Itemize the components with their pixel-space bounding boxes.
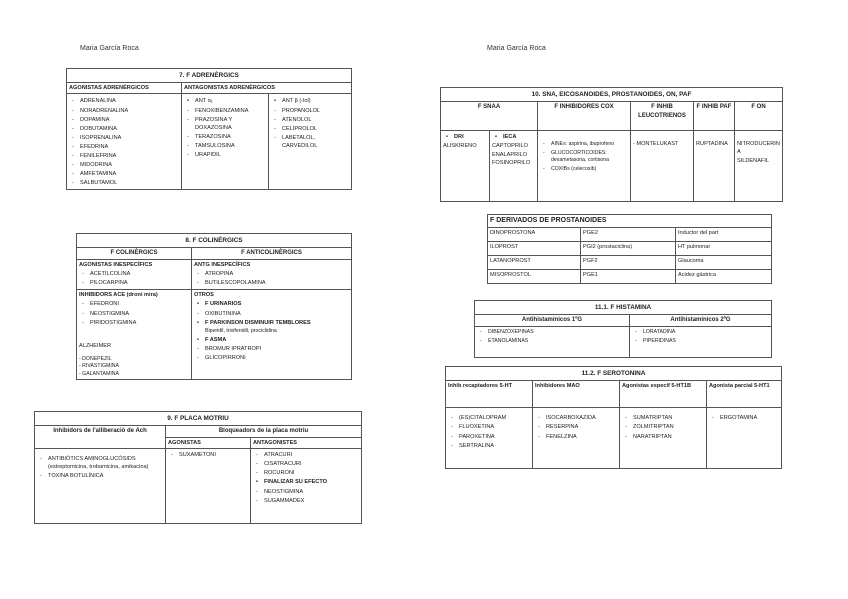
table-cell: MISOPROSTOL xyxy=(488,270,581,284)
list-item: - ATENOLOL xyxy=(282,116,349,124)
triptan-cell xyxy=(620,408,707,469)
leuco-header: F INHIB LEUCOTRIENOS xyxy=(631,102,694,131)
list-item: - LORATADINA xyxy=(643,329,769,337)
triptan-header: Agonistas específ 5-HT1B xyxy=(620,381,707,408)
list-item: - FLUOXETINA xyxy=(459,423,530,431)
list-item: - ISOCARBOXAZIDA xyxy=(546,414,617,422)
adrenergics-title: 7. F ADRENÈRGICS xyxy=(67,69,352,83)
list-item: - SUMATRIPTAN xyxy=(633,414,704,422)
beta-head: • ANT β (-lol) xyxy=(282,97,349,105)
list-item: FOSINOPRILO xyxy=(492,159,531,166)
section-label: ANTG INESPECÍFICS xyxy=(194,261,251,268)
antagonists-inespecific-cell xyxy=(192,259,352,289)
list-item: - BROMUR IPRATROPI xyxy=(205,345,349,353)
list-item: - SUXAMETONI xyxy=(179,451,248,459)
list-item: - LABETALOL, CARVEDILOL xyxy=(282,134,349,150)
paf-header: F INHIB PAF xyxy=(694,102,735,131)
list-item: - RIVASTIGMINA xyxy=(79,363,119,370)
list-item: ALISKIRENO xyxy=(443,143,477,150)
list-item: - ZOLMITRIPTAN xyxy=(633,423,704,431)
sna-header: F SNAA xyxy=(441,102,538,131)
sna-drugs-cell xyxy=(441,131,538,202)
inhibitors-cell xyxy=(35,449,166,524)
list-item: - BUTILESCOPOLAMINA xyxy=(205,279,349,287)
others-cell xyxy=(192,290,352,380)
agonists-inespecific-cell xyxy=(77,259,192,289)
antihist-1g-cell xyxy=(475,326,630,357)
ache-inhibitors-cell xyxy=(77,290,192,380)
table-row xyxy=(488,242,772,256)
antihist-2g-cell xyxy=(630,326,772,357)
motor-plate-title: 9. F PLACA MOTRIU xyxy=(35,412,362,426)
cholinergics-table xyxy=(76,233,352,380)
table-cell: Glaucoma xyxy=(676,256,772,270)
list-item: - ERGOTAMINA xyxy=(720,414,779,422)
motor-plate-table xyxy=(34,411,362,524)
adrenergics-table xyxy=(66,68,352,190)
list-item: - CELIPROLOL xyxy=(282,125,349,133)
agonists-subheader: AGONISTAS xyxy=(166,437,251,448)
list-item: - GLICOPIRRONI xyxy=(205,354,349,362)
section-label: OTROS xyxy=(194,292,214,299)
list-item: - PIRIDOSTIGMINA xyxy=(90,319,189,327)
list-item: - FENILEFRINA xyxy=(80,152,179,160)
table-cell: Inductor del part xyxy=(676,228,772,242)
table-cell: DINOPROSTONA xyxy=(488,228,581,242)
list-item: - PROPANOLOL xyxy=(282,107,349,115)
list-item: - TAMSULOSINA xyxy=(195,142,266,150)
histamine-title: 11.1. F HISTAMINA xyxy=(475,301,772,315)
list-item: - CISATRACURI xyxy=(264,460,359,468)
partial-agonist-cell xyxy=(707,408,782,469)
list-item: - NEOSTIGMINA xyxy=(264,488,359,496)
section-label: INHIBIDORS ACE (droni mira) xyxy=(79,292,158,299)
serotonin-table xyxy=(445,366,782,469)
list-item: - AINEs: aspirina, ibuprofeno xyxy=(551,141,628,149)
prostanoids-table xyxy=(487,214,772,284)
table-cell: PGE1 xyxy=(581,270,676,284)
list-item: - DOPAMINA xyxy=(80,116,179,124)
list-item: - EFEDRONI xyxy=(90,300,189,308)
list-item: - (ES)CITALOPRAM xyxy=(459,414,530,422)
author-name-left: Maria García Roca xyxy=(80,45,139,52)
category-label: • FINALIZAR SU EFECTO xyxy=(264,478,359,486)
blockers-header: Bloqueadors de la placa motriu xyxy=(166,426,362,438)
list-item: - GLUCOCORTICOIDES: dexametasona, cortisona xyxy=(551,150,628,165)
list-item: - OXIBUTININA xyxy=(205,310,349,318)
dri-label: • DRI xyxy=(454,133,487,141)
table-row xyxy=(488,256,772,270)
table-cell: Acidez gástrica xyxy=(676,270,772,284)
cox-header: F INHIBIDORES COX xyxy=(538,102,631,131)
sna-table xyxy=(440,87,783,202)
list-item: - ROCURONI xyxy=(264,469,359,477)
serotonin-title: 11.2. F SEROTONINA xyxy=(446,367,782,381)
list-item: - PRAZOSINA Y DOXAZOSINA xyxy=(195,116,266,132)
list-item: - ATROPINA xyxy=(205,270,349,278)
author-name-right: Maria García Roca xyxy=(487,45,546,52)
category-label: • F PARKINSON DISMINUIR TEMBLORES xyxy=(205,319,349,327)
leuco-cell xyxy=(631,131,694,202)
list-item: Biperidil, trixifenidil, prociclidina xyxy=(205,327,277,334)
cholinergics-header: F COLINÈRGICS xyxy=(77,248,192,260)
list-item: - FENOXIBENZAMINA xyxy=(195,107,266,115)
paf-cell xyxy=(694,131,735,202)
list-item: - DIBENZOXEPINAS xyxy=(488,329,627,337)
list-item: - SUGAMMADEX xyxy=(264,497,359,505)
list-item: - URAPIDIL xyxy=(195,151,266,159)
prostanoids-title: F DERIVADOS DE PROSTANOIDES xyxy=(488,215,772,228)
list-item: NITRODUCERIN xyxy=(737,141,780,148)
list-item: ENALAPRILO xyxy=(492,151,528,158)
category-label: • F URINARIOS xyxy=(205,300,349,308)
list-item: - NORADRENALINA xyxy=(80,107,179,115)
table-cell: HT pulmonar xyxy=(676,242,772,256)
category-label: • F ASMA xyxy=(205,336,349,344)
antagonists-subheader: ANTAGONISTES xyxy=(251,437,362,448)
table-cell: PGE2 xyxy=(581,228,676,242)
table-cell: PGI2 (prostaciclina) xyxy=(581,242,676,256)
list-item: - COXIBs (celecoxib) xyxy=(551,166,628,174)
list-item: - DOBUTAMINA xyxy=(80,125,179,133)
anticholinergics-header: F ANTICOLINÈRGICS xyxy=(192,248,352,260)
section-label: AGONISTAS INESPECÍFICS xyxy=(79,261,153,268)
list-item: CAPTOPRILO xyxy=(492,143,528,150)
list-item: - TERAZOSINA xyxy=(195,133,266,141)
list-item: - FENELZINA xyxy=(546,433,617,441)
list-item: - MIDODRINA xyxy=(80,161,179,169)
maoi-cell xyxy=(533,408,620,469)
list-item: - PIPERIDINAS xyxy=(643,338,769,346)
on-header: F ON xyxy=(735,102,783,131)
list-item: - RESERPINA xyxy=(546,423,617,431)
cox-cell xyxy=(538,131,631,202)
list-item: RUPTADINA xyxy=(696,141,728,148)
maoi-header: Inhibidores MAO xyxy=(533,381,620,408)
list-item: - ISOPRENALINA xyxy=(80,134,179,142)
list-item: - ETANOLAMINAS xyxy=(488,338,627,346)
list-item: - ADRENALINA xyxy=(80,97,179,105)
agonists-cell xyxy=(166,449,251,524)
table-row xyxy=(488,270,772,284)
list-item: - SERTRALINA xyxy=(459,442,530,450)
list-item: - MONTELUKAST xyxy=(633,141,679,148)
list-item: - NARATRIPTAN xyxy=(633,433,704,441)
antihist-2g-header: Antihistamínicos 2ºG xyxy=(630,315,772,327)
on-cell xyxy=(735,131,783,202)
list-item: - EFEDRINA xyxy=(80,143,179,151)
table-cell: PGF2 xyxy=(581,256,676,270)
list-item: - TOXINA BOTULÍNICA xyxy=(48,472,163,480)
agonists-cell xyxy=(67,94,182,190)
table-cell: ILOPROST xyxy=(488,242,581,256)
list-item: - NEOSTIGMINA xyxy=(90,310,189,318)
list-item: - PAROXETINA xyxy=(459,433,530,441)
partial-agonist-header: Agonista parcial 5-HT1 xyxy=(707,381,782,408)
ssri-cell xyxy=(446,408,533,469)
list-item: - ATRACURI xyxy=(264,451,359,459)
list-item: - GALANTAMINA xyxy=(79,370,119,377)
histamine-table xyxy=(474,300,772,358)
alpha-head: • ANT α₁ xyxy=(195,97,266,105)
list-item: A xyxy=(737,149,741,156)
inhibitors-header: Inhibidors de l'alliberació de Ach xyxy=(35,426,166,449)
antihist-1g-header: Antihistamínicos 1ºG xyxy=(475,315,630,327)
list-item: - PILOCARPINA xyxy=(90,279,189,287)
list-item: - ANTIBIÒTICS AMINOGLUCÒSIDS (estreptomicina, trobamicina, amikacina) xyxy=(48,455,163,471)
table-cell: LATANOPROST xyxy=(488,256,581,270)
antagonists-header: ANTAGONISTAS ADRENÈRGICOS xyxy=(182,83,352,94)
agonists-header: AGONISTAS ADRENÈRGICOS xyxy=(67,83,182,94)
list-item: - DONEPEZIL xyxy=(79,355,112,362)
list-item: - AMFETAMINA xyxy=(80,170,179,178)
alpha-blockers-cell xyxy=(182,94,269,190)
list-item: - ACETILCOLINA xyxy=(90,270,189,278)
beta-blockers-cell xyxy=(269,94,352,190)
ieca-label: • IECA xyxy=(503,133,530,141)
ssri-header: Inhib recaptadores 5-HT xyxy=(446,381,533,408)
sna-title: 10. SNA, EICOSANOIDES, PROSTANOIDES, ON, PAF xyxy=(441,88,783,102)
cholinergics-title: 8. F COLINÈRGICS xyxy=(77,234,352,248)
alzheimer-label: ALZHEIMER xyxy=(79,342,112,349)
list-item: - SALBUTAMOL xyxy=(80,179,179,187)
list-item: SILDENAFIL xyxy=(737,157,770,164)
table-row xyxy=(488,228,772,242)
antagonists-cell xyxy=(251,449,362,524)
